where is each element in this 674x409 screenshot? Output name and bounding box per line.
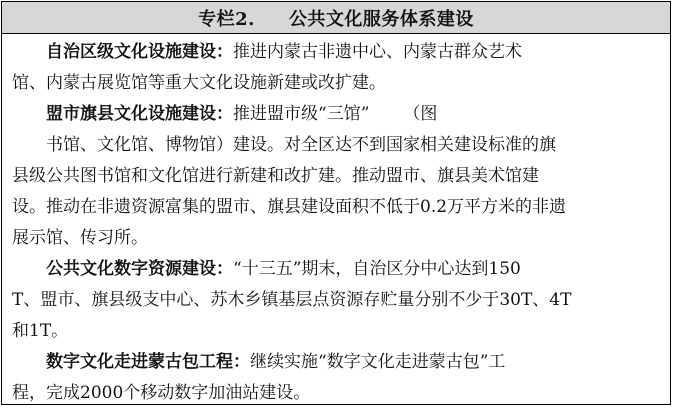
section-heading-digital-resources: 公共文化数字资源建设： [46, 259, 233, 279]
body-text: 推进内蒙古非遗中心、内蒙古群众艺术 [233, 42, 522, 62]
body-text-tail: （图 [403, 104, 438, 124]
body-line [12, 254, 660, 285]
body-text: T、盟市、旗县级支中心、苏木乡镇基层点资源存贮量分别不少于30T、4T [12, 290, 572, 310]
body-text: 书馆、文化馆、博物馆）建设。对全区达不到国家相关建设标准的旗 [46, 135, 556, 155]
section-heading-regional: 自治区级文化设施建设： [46, 42, 233, 62]
body-line [12, 223, 660, 254]
body-text: 设。推动在非遗资源富集的盟市、旗县建设面积不低于0.2万平方米的非遗 [12, 197, 567, 217]
body-line [12, 161, 660, 192]
body-line [12, 285, 660, 316]
body-line [12, 130, 660, 161]
section-heading-yurt-project: 数字文化走进蒙古包工程： [46, 352, 250, 372]
body-text: “十三五”期末，自治区分中心达到150 [233, 259, 521, 279]
body-line [12, 68, 660, 99]
column-label: 专栏2. [198, 8, 255, 30]
column-body [2, 34, 670, 409]
body-text: 程，完成2000个移动数字加油站建设。 [12, 383, 311, 403]
body-text: 继续实施“数字文化走进蒙古包”工 [250, 352, 506, 372]
column-box [1, 1, 671, 405]
body-text: 县级公共图书馆和文化馆进行新建和改扩建。推动盟市、旗县美术馆建 [12, 166, 539, 186]
body-line [12, 37, 660, 68]
body-text: 和1T。 [12, 321, 69, 341]
body-line [12, 316, 660, 347]
section-heading-league-city: 盟市旗县文化设施建设： [46, 104, 233, 124]
body-text: 展示馆、传习所。 [12, 228, 148, 248]
column-title: 公共文化服务体系建设 [288, 8, 474, 30]
body-line [12, 99, 660, 130]
body-line [12, 347, 660, 378]
column-header [2, 2, 670, 34]
body-text: 推进盟市级“三馆” [233, 104, 370, 124]
body-line [12, 378, 660, 409]
body-text: 馆、内蒙古展览馆等重大文化设施新建或改扩建。 [12, 73, 386, 93]
body-line [12, 192, 660, 223]
